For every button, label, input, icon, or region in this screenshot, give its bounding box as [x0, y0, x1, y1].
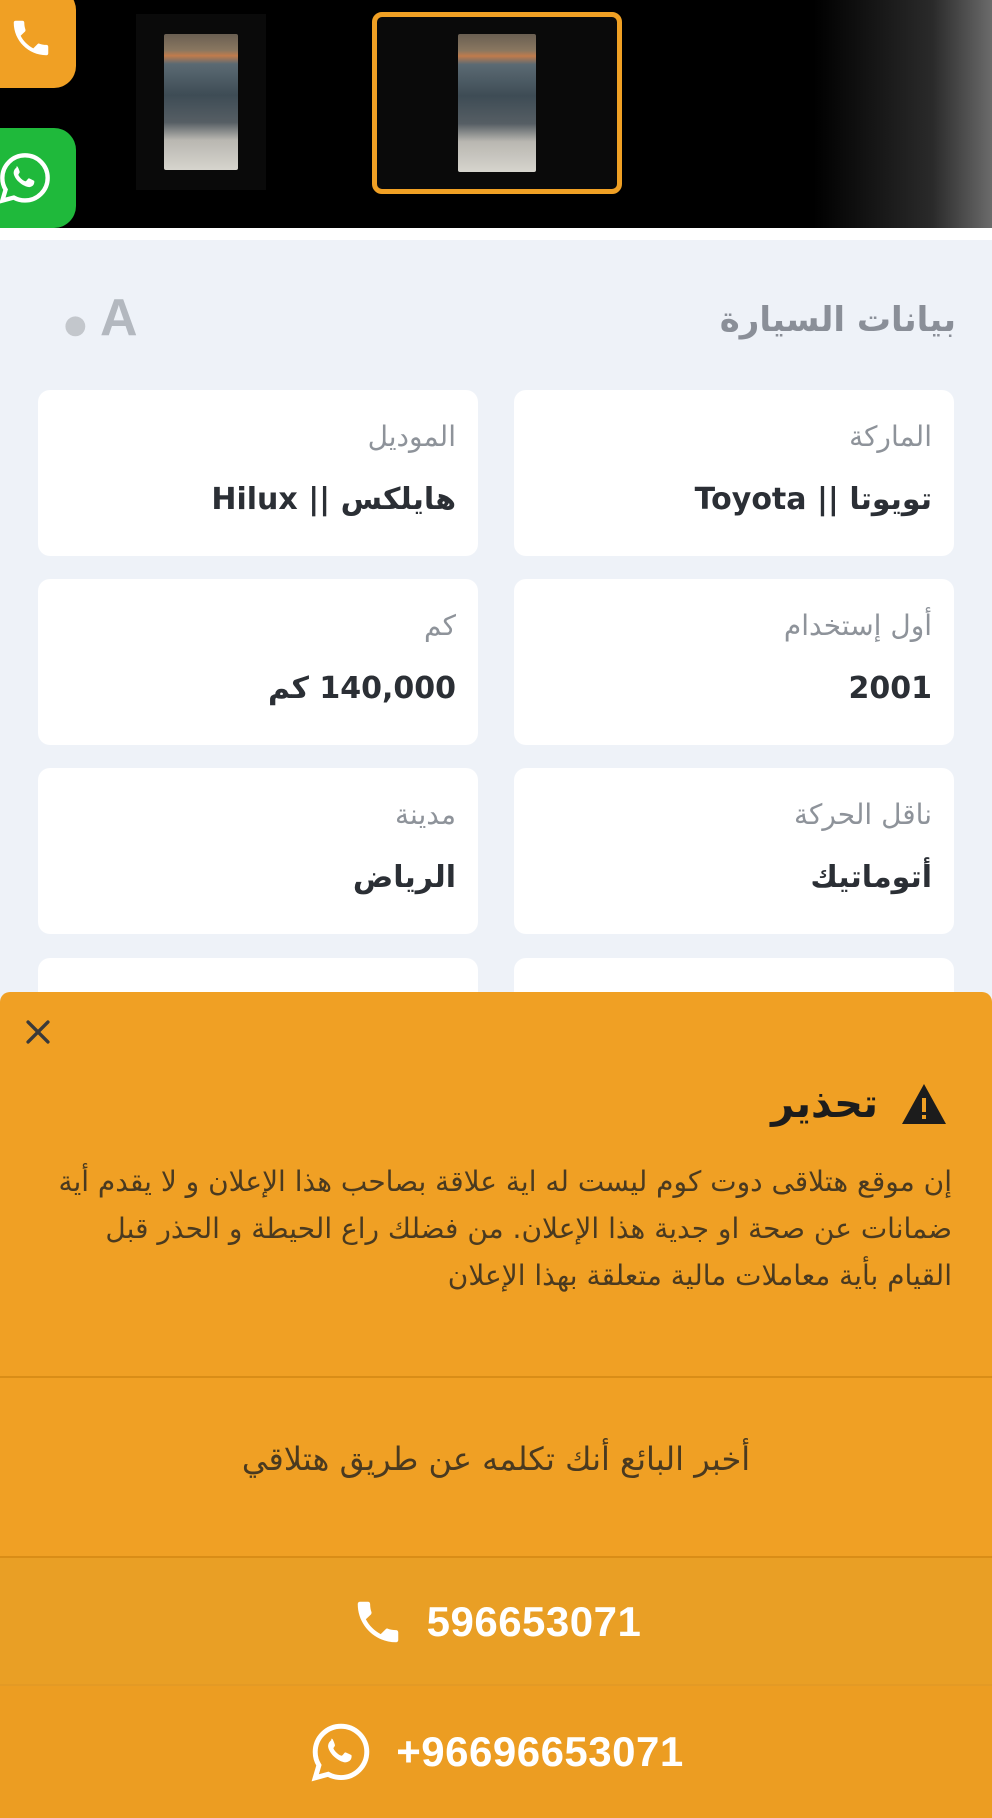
- whatsapp-seller-button[interactable]: [0, 1686, 992, 1818]
- tell-seller-note: أخبر البائع أنك تكلمه عن طريق هتلاقي: [241, 1440, 751, 1478]
- detail-label: مدينة: [395, 798, 456, 831]
- close-icon: [21, 1015, 55, 1049]
- floating-call-button[interactable]: [0, 0, 76, 88]
- detail-card-first-use: [514, 579, 954, 745]
- detail-card-transmission: [514, 768, 954, 934]
- gallery-thumbnail-selected[interactable]: [372, 12, 622, 194]
- call-seller-button[interactable]: [0, 1558, 992, 1686]
- detail-value: 2001: [848, 671, 932, 706]
- detail-card-model: [38, 390, 478, 556]
- detail-label: ناقل الحركة: [794, 798, 932, 831]
- detail-value: الرياض: [352, 860, 456, 895]
- car-photo: [458, 34, 536, 172]
- detail-label: أول إستخدام: [783, 609, 932, 642]
- detail-card-brand: [514, 390, 954, 556]
- warning-message: إن موقع هتلاقى دوت كوم ليست له اية علاقة بصاحب هذا الإعلان و لا يقدم أية ضمانات عن صحة او جدية هذا الإعلان. من فضلك راع الحيطة و الحذر قبل القيام بأية معاملات مالية متعلقة بهذا الإعلان: [58, 1165, 952, 1292]
- droplet-icon: ●: [64, 310, 87, 340]
- detail-label: كم: [424, 609, 456, 642]
- car-photo: [164, 34, 238, 170]
- phone-icon: [8, 15, 54, 61]
- phone-icon: [351, 1595, 405, 1649]
- font-size-toggle[interactable]: A: [100, 289, 138, 347]
- phone-number: 596653071: [426, 1598, 642, 1645]
- detail-value: هايلكس || Hilux: [211, 482, 456, 517]
- detail-label: الموديل: [367, 420, 456, 453]
- section-title: بيانات السيارة: [719, 300, 956, 340]
- detail-card-city: [38, 768, 478, 934]
- detail-label: الماركة: [849, 420, 932, 453]
- gallery-thumbnail[interactable]: [136, 14, 266, 190]
- close-button[interactable]: [16, 1010, 60, 1054]
- detail-value: أتوماتيك: [810, 860, 932, 895]
- floating-whatsapp-button[interactable]: [0, 128, 76, 228]
- warning-header: [771, 1074, 948, 1134]
- photo-gallery-strip: [0, 0, 992, 228]
- divider: [0, 1376, 992, 1378]
- warning-triangle-icon: [900, 1082, 948, 1126]
- warning-title: تحذير: [771, 1081, 878, 1127]
- detail-card-mileage: [38, 579, 478, 745]
- whatsapp-icon: [308, 1719, 374, 1785]
- detail-value: 140,000 كم: [267, 671, 456, 706]
- whatsapp-icon: [0, 149, 54, 207]
- detail-value: تويوتا || Toyota: [694, 482, 932, 517]
- warning-modal: [0, 992, 992, 1818]
- whatsapp-number: +96696653071: [396, 1728, 684, 1775]
